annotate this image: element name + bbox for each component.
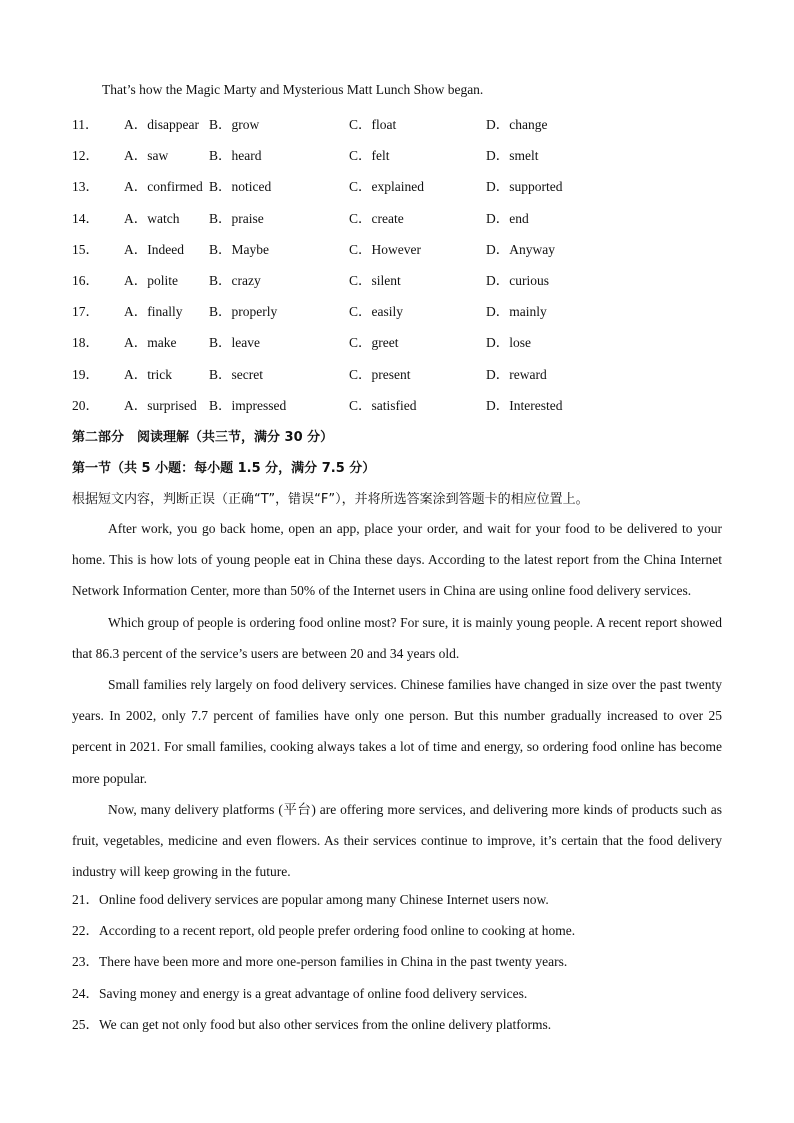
option-row (72, 331, 722, 362)
option-b: B．properly (209, 304, 278, 320)
true-false-questions (72, 888, 722, 1044)
option-c: C．satisfied (349, 397, 417, 413)
question-statement: 25．We can get not only food but also other services from the online delivery platforms. (72, 1016, 552, 1032)
question-number: 11． (72, 117, 99, 132)
option-b: B．praise (209, 210, 264, 226)
option-d: D．reward (486, 366, 547, 382)
question-statement: 22．According to a recent report, old people prefer ordering food online to cooking at home. (72, 923, 576, 939)
option-a: A．finally (124, 304, 183, 320)
option-a: A．Indeed (124, 241, 184, 257)
option-c: C．silent (349, 272, 401, 288)
option-c: C．present (349, 366, 411, 382)
option-row (72, 144, 722, 175)
passage-paragraph: Which group of people is ordering food online most? For sure, it is mainly young people. A recent report showed that 86.3 percent of the service’s users are between 20 and 34 years old. (72, 614, 722, 661)
option-a: A．disappear (124, 117, 199, 132)
part-heading: 第二部分 阅读理解（共三节，满分 30 分） (72, 430, 334, 445)
option-c: C．float (349, 117, 397, 132)
option-d: D．change (486, 117, 548, 132)
question-number: 13． (72, 179, 99, 195)
option-b: B．grow (209, 117, 260, 132)
option-b: B．crazy (209, 272, 261, 288)
option-b: B．noticed (209, 179, 272, 195)
option-b: B．heard (209, 148, 262, 164)
option-row (72, 113, 722, 144)
option-a: A．make (124, 335, 177, 351)
option-d: D．mainly (486, 304, 547, 320)
option-b: B．secret (209, 366, 263, 382)
question-number: 15． (72, 241, 99, 257)
reading-passage (72, 513, 722, 887)
option-a: A．polite (124, 272, 178, 288)
option-d: D．smelt (486, 148, 539, 164)
option-row (72, 207, 722, 238)
option-b: B．leave (209, 335, 260, 351)
section-heading: 第一节（共 5 小题：每小题 1.5 分，满分 7.5 分） (72, 461, 376, 476)
instruction-text: 根据短文内容，判断正误（正确“T”，错误“F”），并将所选答案涂到答题卡的相应位置上。 (72, 492, 589, 507)
question-number: 20． (72, 397, 99, 413)
option-d: D．end (486, 210, 529, 226)
option-d: D．curious (486, 272, 549, 288)
option-row (72, 394, 722, 425)
question-number: 16． (72, 272, 99, 288)
question-statement: 24．Saving money and energy is a great advantage of online food delivery services. (72, 985, 528, 1001)
option-a: A．saw (124, 148, 169, 164)
passage-paragraph: After work, you go back home, open an app, place your order, and wait for your food to be delivered to your home. This is how lots of young people eat in China these days. According to the latest report from the China Internet Network Information Center, more than 50% of the Internet users in China are using online food delivery services. (72, 521, 722, 599)
option-row (72, 175, 722, 206)
question-statement: 23．There have been more and more one-person families in China in the past twenty years. (72, 954, 568, 970)
option-d: D．lose (486, 335, 531, 351)
option-c: C．greet (349, 335, 399, 351)
passage-paragraph: Small families rely largely on food delivery services. Chinese families have changed in size over the past twenty years. In 2002, only 7.7 percent of families have only one person. But this number gradually increased to over 25 percent in 2021. For small families, cooking always takes a lot of time and energy, so ordering food online has become more popular. (72, 677, 722, 786)
option-d: D．Anyway (486, 241, 555, 257)
option-d: D．Interested (486, 397, 563, 413)
option-c: C．explained (349, 179, 424, 195)
question-statement: 21．Online food delivery services are popular among many Chinese Internet users now. (72, 892, 549, 907)
intro-line: That’s how the Magic Marty and Mysterious Matt Lunch Show began. (102, 82, 484, 97)
option-c: C．felt (349, 148, 390, 164)
option-d: D．supported (486, 179, 563, 195)
option-row (72, 269, 722, 300)
passage-paragraph: Now, many delivery platforms (平台) are offering more services, and delivering more kinds of products such as fruit, vegetables, medicine and even flowers. As their services continue to improve, it’s certain that the food delivery industry will keep growing in the future. (72, 801, 722, 880)
option-row (72, 238, 722, 269)
question-number: 19． (72, 366, 99, 382)
option-a: A．trick (124, 366, 172, 382)
option-row (72, 363, 722, 394)
option-b: B．Maybe (209, 241, 269, 257)
option-a: A．confirmed (124, 179, 203, 195)
option-c: C．easily (349, 304, 403, 320)
question-number: 14． (72, 210, 99, 226)
option-row (72, 300, 722, 331)
option-a: A．surprised (124, 397, 197, 413)
options-list (72, 113, 722, 425)
question-number: 18． (72, 335, 99, 351)
option-c: C．create (349, 210, 404, 226)
question-number: 12． (72, 148, 99, 164)
question-number: 17． (72, 304, 99, 320)
option-b: B．impressed (209, 397, 287, 413)
option-c: C．However (349, 241, 421, 257)
option-a: A．watch (124, 210, 180, 226)
